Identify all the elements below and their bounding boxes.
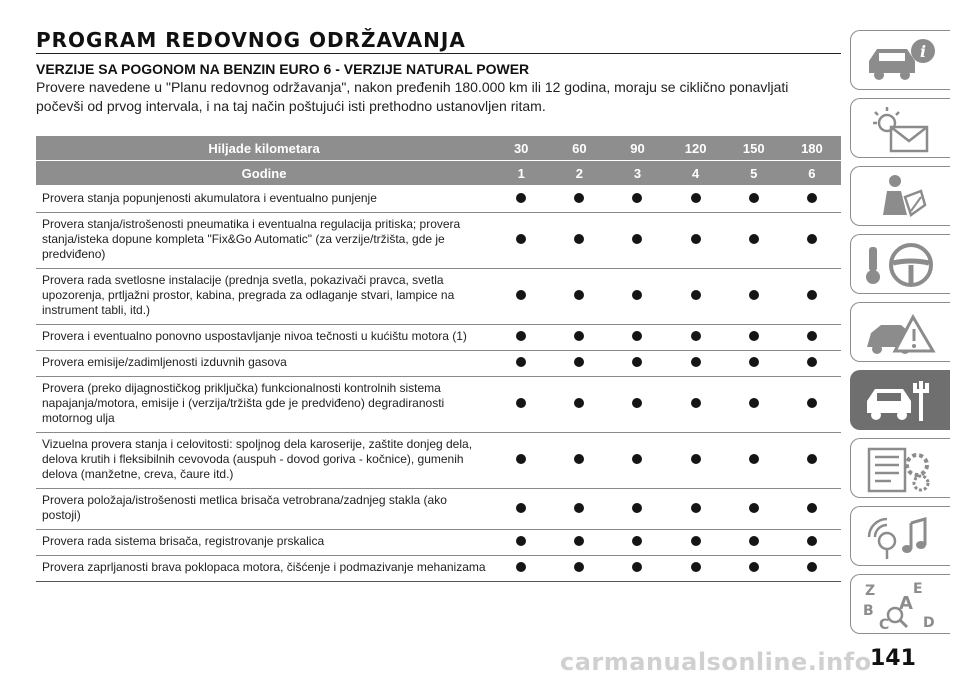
scheduled-dot-icon — [574, 193, 584, 203]
interval-mark-cell — [492, 213, 550, 269]
interval-mark-cell — [725, 213, 783, 269]
interval-mark-cell — [783, 325, 841, 351]
scheduled-dot-icon — [807, 290, 817, 300]
interval-mark-cell — [725, 186, 783, 213]
index-letter: A — [899, 593, 913, 614]
tab-maintenance[interactable] — [850, 370, 950, 430]
scheduled-dot-icon — [749, 536, 759, 546]
tab-emergency[interactable] — [850, 302, 950, 362]
scheduled-dot-icon — [807, 331, 817, 341]
header-km-60: 60 — [550, 136, 608, 161]
interval-mark-cell — [550, 489, 608, 530]
scheduled-dot-icon — [516, 562, 526, 572]
header-km-180: 180 — [783, 136, 841, 161]
row-label: Provera (preko dijagnostičkog priključka) funkcionalnosti kontrolnih sistema napajanja/motora, emisije i (verzija/tržišta gde je predviđeno) degradiranosti motornog ulja — [36, 377, 492, 433]
header-km-150: 150 — [725, 136, 783, 161]
scheduled-dot-icon — [749, 234, 759, 244]
scheduled-dot-icon — [516, 398, 526, 408]
scheduled-dot-icon — [749, 562, 759, 572]
interval-mark-cell — [783, 269, 841, 325]
table-row — [36, 489, 841, 530]
interval-mark-cell — [725, 377, 783, 433]
table-row — [36, 377, 841, 433]
header-year-6: 6 — [783, 161, 841, 187]
interval-mark-cell — [783, 489, 841, 530]
car-info-icon — [861, 35, 941, 87]
interval-mark-cell — [492, 269, 550, 325]
car-maintenance-icon — [861, 375, 941, 427]
title-divider — [36, 53, 841, 54]
scheduled-dot-icon — [749, 454, 759, 464]
scheduled-dot-icon — [516, 193, 526, 203]
scheduled-dot-icon — [807, 357, 817, 367]
interval-mark-cell — [550, 556, 608, 582]
tab-car-info[interactable] — [850, 30, 950, 90]
interval-mark-cell — [667, 377, 725, 433]
interval-mark-cell — [667, 269, 725, 325]
interval-mark-cell — [783, 530, 841, 556]
row-label: Vizuelna provera stanja i celovitosti: spoljnog dela karoserije, zaštite donjeg dela, delova krutih i fleksibilnih cevovoda (auspuh - dovod goriva - kočnice), gumenih delova (manžetne, creva, čaure itd.) — [36, 433, 492, 489]
scheduled-dot-icon — [691, 331, 701, 341]
interval-mark-cell — [725, 530, 783, 556]
scheduled-dot-icon — [516, 357, 526, 367]
scheduled-dot-icon — [807, 562, 817, 572]
table-row — [36, 325, 841, 351]
scheduled-dot-icon — [574, 454, 584, 464]
scheduled-dot-icon — [632, 398, 642, 408]
header-km-30: 30 — [492, 136, 550, 161]
scheduled-dot-icon — [632, 234, 642, 244]
scheduled-dot-icon — [807, 398, 817, 408]
scheduled-dot-icon — [574, 290, 584, 300]
row-label: Provera i eventualno ponovno uspostavljanje nivoa tečnosti u kućištu motora (1) — [36, 325, 492, 351]
interval-mark-cell — [783, 351, 841, 377]
interval-mark-cell — [550, 325, 608, 351]
header-km-90: 90 — [608, 136, 666, 161]
table-header-year-row — [36, 161, 841, 187]
interval-mark-cell — [667, 325, 725, 351]
interval-mark-cell — [550, 269, 608, 325]
interval-mark-cell — [667, 556, 725, 582]
index-letter: B — [863, 603, 874, 619]
key-steering-wheel-icon — [861, 239, 941, 291]
scheduled-dot-icon — [749, 290, 759, 300]
scheduled-dot-icon — [516, 536, 526, 546]
index-letter: D — [923, 615, 935, 631]
scheduled-dot-icon — [691, 357, 701, 367]
scheduled-dot-icon — [632, 562, 642, 572]
page-number: 141 — [870, 646, 916, 671]
scheduled-dot-icon — [574, 234, 584, 244]
interval-mark-cell — [492, 351, 550, 377]
airbag-safety-icon — [861, 171, 941, 223]
interval-mark-cell — [667, 489, 725, 530]
multimedia-icon — [861, 511, 941, 563]
interval-mark-cell — [725, 556, 783, 582]
scheduled-dot-icon — [807, 234, 817, 244]
scheduled-dot-icon — [807, 536, 817, 546]
scheduled-dot-icon — [691, 503, 701, 513]
row-label: Provera položaja/istrošenosti metlica brisača vetrobrana/zadnjeg stakla (ako postoji) — [36, 489, 492, 530]
table-row — [36, 530, 841, 556]
scheduled-dot-icon — [516, 454, 526, 464]
interval-mark-cell — [783, 186, 841, 213]
interval-mark-cell — [783, 433, 841, 489]
scheduled-dot-icon — [632, 193, 642, 203]
intro-paragraph: Provere navedene u "Planu redovnog održavanja", nakon pređenih 180.000 km ili 12 godina, moraju se ciklično ponavljati počevši od prvog intervala, i na taj način poštujući isti prethodno ustanovljen ritam. — [36, 79, 789, 114]
table-row — [36, 433, 841, 489]
interval-mark-cell — [492, 556, 550, 582]
interval-mark-cell — [550, 351, 608, 377]
scheduled-dot-icon — [691, 454, 701, 464]
section-subtitle: VERZIJE SA POGONOM NA BENZIN EURO 6 - VERZIJE NATURAL POWER — [36, 61, 530, 77]
row-label: Provera rada svetlosne instalacije (prednja svetla, pokazivači pravca, svetla upozorenja, prtljažni prostor, kabina, pregrada za odlaganje stvari, lampice na instrument tabli, itd.) — [36, 269, 492, 325]
interval-mark-cell — [492, 186, 550, 213]
scheduled-dot-icon — [574, 536, 584, 546]
scheduled-dot-icon — [574, 503, 584, 513]
header-year-label: Godine — [36, 161, 492, 187]
interval-mark-cell — [492, 325, 550, 351]
interval-mark-cell — [608, 489, 666, 530]
header-km-label: Hiljade kilometara — [36, 136, 492, 161]
interval-mark-cell — [725, 433, 783, 489]
interval-mark-cell — [667, 186, 725, 213]
scheduled-dot-icon — [574, 562, 584, 572]
interval-mark-cell — [783, 556, 841, 582]
header-year-5: 5 — [725, 161, 783, 187]
interval-mark-cell — [608, 530, 666, 556]
scheduled-dot-icon — [574, 398, 584, 408]
scheduled-dot-icon — [574, 331, 584, 341]
index-letter: E — [913, 581, 923, 597]
scheduled-dot-icon — [516, 290, 526, 300]
interval-mark-cell — [492, 489, 550, 530]
scheduled-dot-icon — [749, 357, 759, 367]
interval-mark-cell — [725, 325, 783, 351]
row-label: Provera zaprljanosti brava poklopaca motora, čišćenje i podmazivanje mehanizama — [36, 556, 492, 582]
scheduled-dot-icon — [807, 503, 817, 513]
interval-mark-cell — [667, 213, 725, 269]
interval-mark-cell — [492, 377, 550, 433]
tab-multimedia[interactable] — [850, 506, 950, 566]
header-year-4: 4 — [667, 161, 725, 187]
interval-mark-cell — [492, 433, 550, 489]
scheduled-dot-icon — [691, 234, 701, 244]
svg-text:i: i — [920, 42, 927, 61]
table-row — [36, 269, 841, 325]
interval-mark-cell — [608, 433, 666, 489]
scheduled-dot-icon — [691, 193, 701, 203]
interval-mark-cell — [550, 433, 608, 489]
interval-mark-cell — [667, 433, 725, 489]
row-label: Provera rada sistema brisača, registrovanje prskalica — [36, 530, 492, 556]
scheduled-dot-icon — [574, 357, 584, 367]
interval-mark-cell — [783, 213, 841, 269]
scheduled-dot-icon — [691, 536, 701, 546]
scheduled-dot-icon — [632, 536, 642, 546]
header-year-3: 3 — [608, 161, 666, 187]
interval-mark-cell — [550, 213, 608, 269]
tab-index[interactable] — [850, 574, 950, 634]
scheduled-dot-icon — [749, 503, 759, 513]
interval-mark-cell — [608, 351, 666, 377]
scheduled-dot-icon — [516, 331, 526, 341]
interval-mark-cell — [550, 377, 608, 433]
interval-mark-cell — [492, 530, 550, 556]
scheduled-dot-icon — [749, 193, 759, 203]
scheduled-dot-icon — [691, 562, 701, 572]
index-letter: C — [879, 617, 890, 631]
scheduled-dot-icon — [516, 503, 526, 513]
interval-mark-cell — [608, 186, 666, 213]
interval-mark-cell — [667, 351, 725, 377]
header-year-1: 1 — [492, 161, 550, 187]
interval-mark-cell — [608, 556, 666, 582]
warning-lights-icon — [861, 103, 941, 155]
header-km-120: 120 — [667, 136, 725, 161]
table-row — [36, 186, 841, 213]
scheduled-dot-icon — [516, 234, 526, 244]
tab-safety[interactable] — [850, 166, 950, 226]
page-title: PROGRAM REDOVNOG ODRŽAVANJA — [36, 28, 466, 52]
technical-data-icon — [861, 443, 941, 495]
tab-starting-driving[interactable] — [850, 234, 950, 294]
emergency-breakdown-icon — [861, 307, 941, 359]
table-row — [36, 556, 841, 582]
watermark: carmanualsonline.info — [560, 648, 872, 676]
interval-mark-cell — [550, 530, 608, 556]
interval-mark-cell — [725, 351, 783, 377]
table-row — [36, 213, 841, 269]
table-row — [36, 351, 841, 377]
row-label: Provera stanja popunjenosti akumulatora i eventualno punjenje — [36, 186, 492, 213]
row-label: Provera stanja/istrošenosti pneumatika i eventualna regulacija pritiska; provera stanja/isteka dopune kompleta "Fix&Go Automatic" (za verzije/tržišta, gde je predviđeno) — [36, 213, 492, 269]
scheduled-dot-icon — [807, 454, 817, 464]
scheduled-dot-icon — [691, 290, 701, 300]
interval-mark-cell — [608, 213, 666, 269]
index-letter: Z — [865, 583, 876, 599]
alphabetical-index-icon — [861, 579, 941, 631]
scheduled-dot-icon — [632, 454, 642, 464]
interval-mark-cell — [725, 489, 783, 530]
interval-mark-cell — [608, 325, 666, 351]
row-label: Provera emisije/zadimljenosti izduvnih gasova — [36, 351, 492, 377]
interval-mark-cell — [725, 269, 783, 325]
scheduled-dot-icon — [632, 357, 642, 367]
scheduled-dot-icon — [749, 398, 759, 408]
interval-mark-cell — [783, 377, 841, 433]
table-body — [36, 186, 841, 582]
scheduled-dot-icon — [632, 331, 642, 341]
interval-mark-cell — [608, 269, 666, 325]
maintenance-schedule-table — [36, 136, 841, 582]
scheduled-dot-icon — [749, 331, 759, 341]
interval-mark-cell — [550, 186, 608, 213]
scheduled-dot-icon — [632, 503, 642, 513]
scheduled-dot-icon — [632, 290, 642, 300]
tab-warning-lights[interactable] — [850, 98, 950, 158]
scheduled-dot-icon — [691, 398, 701, 408]
tab-technical-data[interactable] — [850, 438, 950, 498]
interval-mark-cell — [608, 377, 666, 433]
scheduled-dot-icon — [807, 193, 817, 203]
interval-mark-cell — [667, 530, 725, 556]
header-year-2: 2 — [550, 161, 608, 187]
table-header-km-row — [36, 136, 841, 161]
